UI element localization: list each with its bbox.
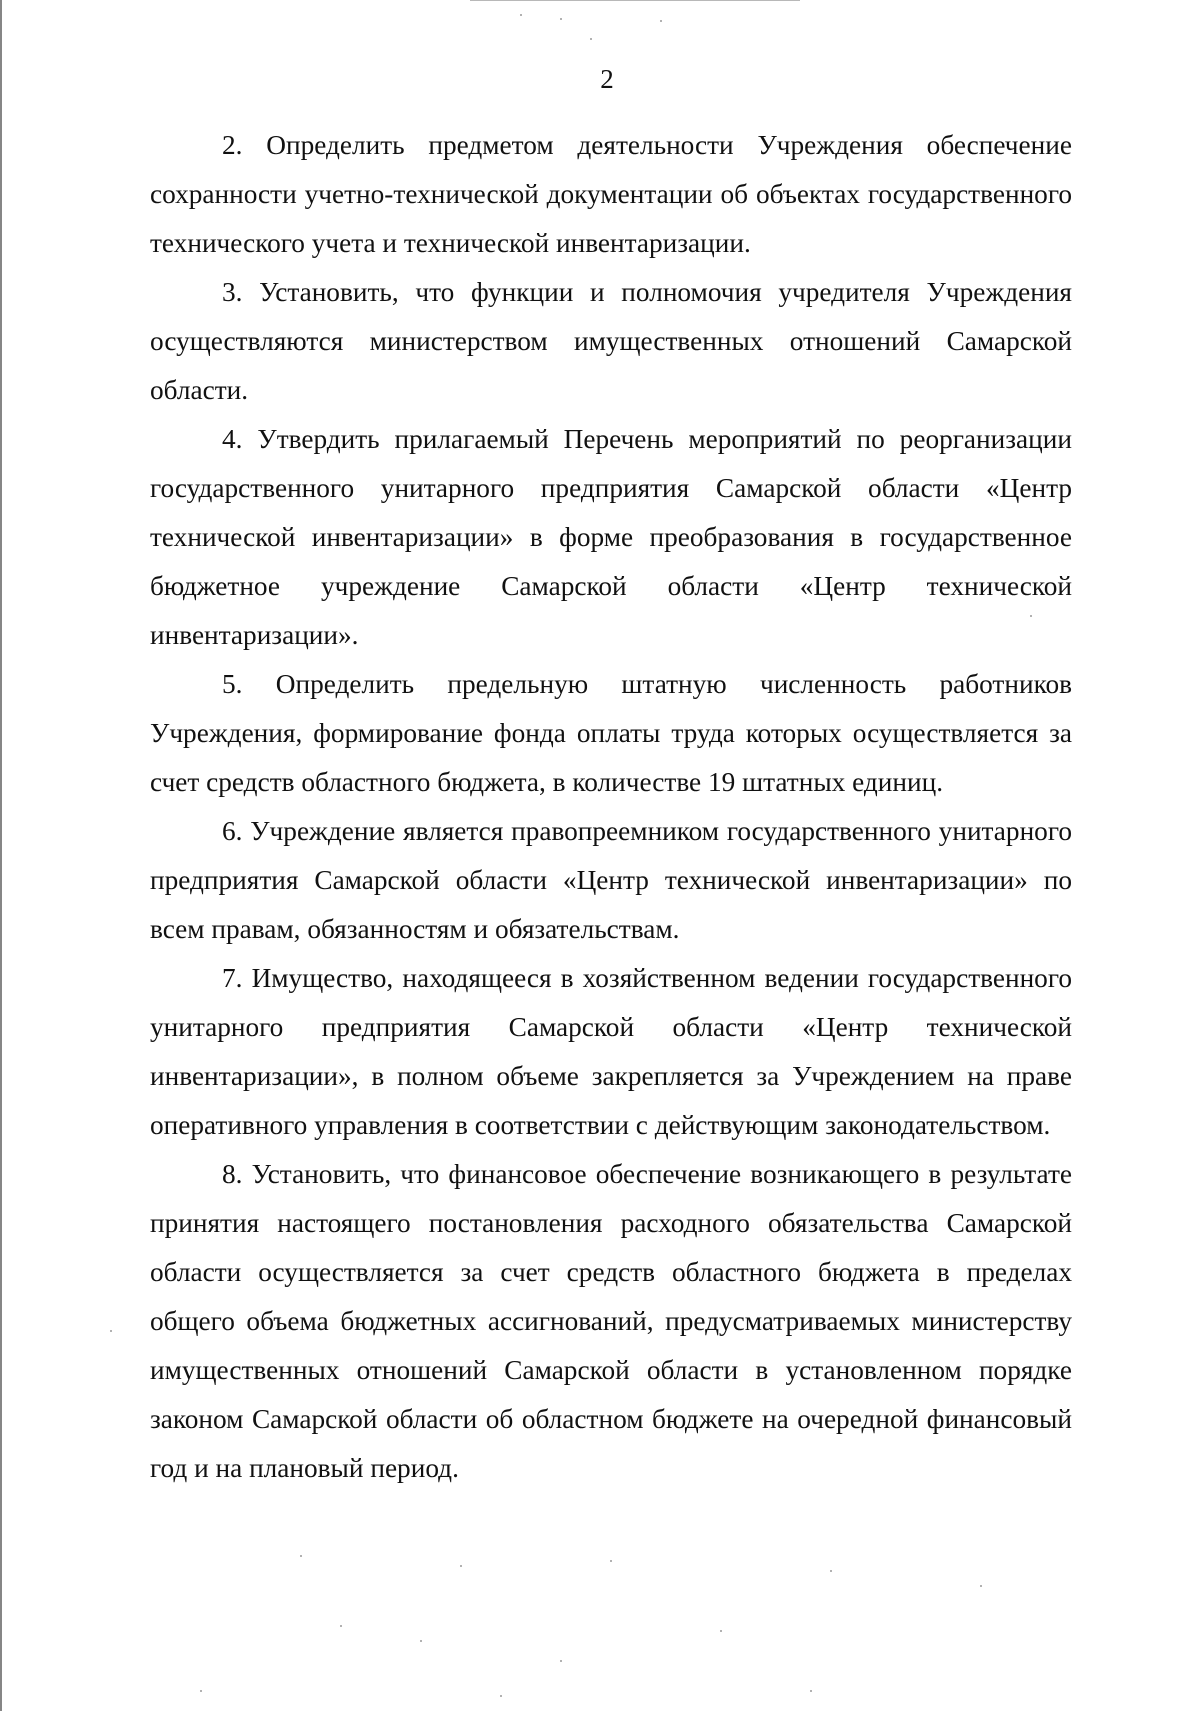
scan-speck <box>560 1660 562 1662</box>
scan-speck <box>660 20 662 22</box>
scan-speck <box>520 14 522 16</box>
scan-speck <box>830 1570 832 1572</box>
scan-left-edge <box>0 0 2 1711</box>
scan-speck <box>1030 615 1032 617</box>
scan-speck <box>610 1560 612 1562</box>
page-number: 2 <box>600 64 614 94</box>
document-body <box>150 121 1072 1493</box>
scan-speck <box>560 18 562 20</box>
paragraph-8: 8. Установить, что финансовое обеспечение возникающего в результате принятия настоящего постановления расходного обязательства Самарской области осуществляется за счет средств областного бюджета в пределах общего объема бюджетных ассигнований, предусматриваемых министерству имущественных отношений Самарской области в установленном порядке законом Самарской области об областном бюджете на очередной финансовый год и на плановый период. <box>150 1159 1072 1483</box>
paragraph-6: 6. Учреждение является правопреемником государственного унитарного предприятия Самарской области «Центр технической инвентаризации» по всем правам, обязанностям и обязательствам. <box>150 816 1072 944</box>
scan-speck <box>980 1585 982 1587</box>
scan-speck <box>590 38 592 40</box>
scan-speck <box>110 1330 112 1332</box>
scan-speck <box>460 1565 462 1567</box>
scan-speck <box>300 1555 302 1557</box>
paragraph-4: 4. Утвердить прилагаемый Перечень мероприятий по реорганизации государственного унитарного предприятия Самарской области «Центр технической инвентаризации» в форме преобразования в государственное бюджетное учреждение Самарской области «Центр технической инвентаризации». <box>150 424 1072 650</box>
scan-speck <box>810 1690 812 1692</box>
paragraph-5: 5. Определить предельную штатную численность работников Учреждения, формирование фонда оплаты труда которых осуществляется за счет средств областного бюджета, в количестве 19 штатных единиц. <box>150 669 1072 797</box>
paragraph-7: 7. Имущество, находящееся в хозяйственном ведении государственного унитарного предприятия Самарской области «Центр технической инвентаризации», в полном объеме закрепляется за Учреждением на праве оперативного управления в соответствии с действующим законодательством. <box>150 963 1072 1140</box>
scan-speck <box>340 1625 342 1627</box>
scan-speck <box>720 1630 722 1632</box>
paragraph-2: 2. Определить предметом деятельности Учреждения обеспечение сохранности учетно-технической документации об объектах государственного технического учета и технической инвентаризации. <box>150 130 1072 258</box>
scan-speck <box>500 1695 502 1697</box>
scan-speck <box>420 1640 422 1642</box>
scan-top-rule <box>470 0 800 1</box>
scan-speck <box>200 1690 202 1692</box>
paragraph-3: 3. Установить, что функции и полномочия учредителя Учреждения осуществляются министерством имущественных отношений Самарской области. <box>150 277 1072 405</box>
